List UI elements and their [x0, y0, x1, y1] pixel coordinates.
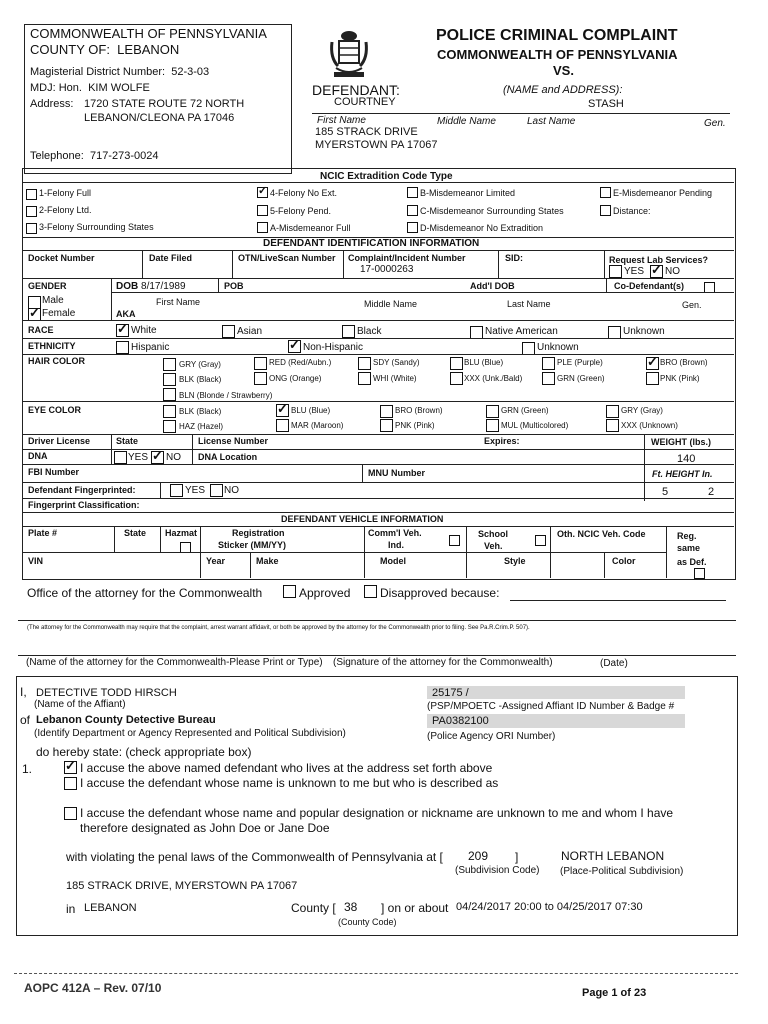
- lab-services-label: Request Lab Services?: [609, 255, 709, 265]
- aka-label: AKA: [116, 309, 136, 319]
- accuse-named-label: I accuse the above named defendant who lives at the address set forth above: [80, 761, 493, 775]
- date-filed-label: Date Filed: [149, 253, 193, 263]
- dna-location-label: DNA Location: [198, 452, 258, 462]
- ncic-4-label: 4-Felony No Ext.: [270, 188, 338, 198]
- year-label: Year: [206, 556, 226, 566]
- reg-label: Reg.: [677, 531, 697, 541]
- school-label: School: [478, 529, 509, 539]
- reg-same-checkbox[interactable]: [694, 568, 705, 579]
- on-or-about: ] on or about: [381, 901, 449, 915]
- form-number: AOPC 412A – Rev. 07/10: [24, 981, 162, 995]
- height-inches: 2: [708, 486, 715, 498]
- defendant-last-name: STASH: [588, 98, 624, 110]
- hair-blk-checkbox[interactable]: [163, 373, 176, 386]
- school-vehicle-checkbox[interactable]: [535, 535, 546, 546]
- affiant-of: of: [20, 713, 31, 727]
- dna-yes-checkbox[interactable]: [114, 451, 127, 464]
- hair-ong-checkbox[interactable]: [254, 372, 267, 385]
- race-native-label: Native American: [485, 326, 558, 337]
- hair-pnk-label: PNK (Pink): [660, 374, 700, 383]
- court-address-1: 1720 STATE ROUTE 72 NORTH: [84, 98, 245, 110]
- subdivision-code-caption: (Subdivision Code): [455, 865, 540, 876]
- mdj-line: MDJ: Hon. KIM WOLFE: [30, 82, 150, 94]
- hispanic-checkbox[interactable]: [116, 341, 129, 354]
- hair-sdy-label: SDY (Sandy): [373, 358, 420, 367]
- defendant-address-1: 185 STRACK DRIVE: [315, 126, 418, 138]
- hair-ple-label: PLE (Purple): [557, 358, 603, 367]
- district-line: Magisterial District Number: 52-3-03: [30, 66, 210, 78]
- non-hispanic-checkbox[interactable]: [288, 340, 301, 353]
- hair-bro-label: BRO (Brown): [660, 358, 708, 367]
- accuse-john-doe-label: I accuse the defendant whose name and popular designation or nickname are unknown to me and whom I have: [80, 806, 674, 820]
- place-caption: (Place-Political Subdivision): [560, 866, 684, 877]
- color-label: Color: [612, 556, 636, 566]
- hair-blu-checkbox[interactable]: [450, 357, 463, 370]
- form-title: POLICE CRIMINAL COMPLAINT: [436, 27, 678, 44]
- court-address-2: LEBANON/CLEONA PA 17046: [84, 112, 235, 124]
- eye-grn-label: GRN (Green): [501, 406, 549, 415]
- form-subtitle: COMMONWEALTH OF PENNSYLVANIA: [437, 47, 678, 62]
- hazmat-label: Hazmat: [165, 528, 198, 538]
- driver-license-label: Driver License: [28, 436, 91, 446]
- eye-bro-label: BRO (Brown): [395, 406, 443, 415]
- telephone-line: Telephone: 717-273-0024: [30, 150, 159, 162]
- ncic-e-checkbox[interactable]: [600, 187, 611, 198]
- middle-name-caption: Middle Name: [437, 116, 496, 127]
- ncic-e-label: E-Misdemeanor Pending: [613, 188, 713, 198]
- aka-last-caption: Last Name: [507, 299, 551, 309]
- eye-haz-checkbox[interactable]: [163, 420, 176, 433]
- aka-gen-caption: Gen.: [682, 300, 702, 310]
- gen-caption: Gen.: [704, 118, 726, 129]
- fingerprinted-no-checkbox[interactable]: [210, 484, 223, 497]
- ncic-3-checkbox[interactable]: [26, 223, 37, 234]
- hair-blu-label: BLU (Blue): [464, 358, 504, 367]
- model-label: Model: [380, 556, 406, 566]
- lab-no-label: NO: [665, 266, 680, 277]
- comm-veh-label: Comm'l Veh.: [368, 528, 422, 538]
- county-label: County [: [291, 901, 336, 915]
- badge-caption: (PSP/MPOETC -Assigned Affiant ID Number & Badge #: [427, 701, 675, 712]
- fingerprinted-yes-label: YES: [185, 485, 206, 496]
- expires-label: Expires:: [484, 436, 520, 446]
- fbi-number-label: FBI Number: [28, 467, 80, 477]
- accuse-unknown-label: I accuse the defendant whose name is unknown to me but who is described as: [80, 776, 499, 790]
- hair-bln-label: BLN (Blonde / Strawberry): [179, 391, 273, 400]
- hair-red-label: RED (Red/Aubn.): [269, 358, 332, 367]
- affiant-i: I,: [20, 685, 27, 699]
- county-line: COUNTY OF: LEBANON: [30, 42, 180, 57]
- eye-xxx-label: XXX (Unknown): [621, 421, 678, 430]
- affiant-name: DETECTIVE TODD HIRSCH: [36, 687, 177, 699]
- gender-label: GENDER: [28, 281, 67, 291]
- complaint-number-label: Complaint/Incident Number: [348, 253, 466, 263]
- hair-grn-label: GRN (Green): [557, 374, 605, 383]
- ori-caption: (Police Agency ORI Number): [427, 731, 556, 742]
- subdivision-bracket: ]: [515, 850, 519, 864]
- complaint-number: 17-0000263: [360, 264, 414, 275]
- reg-same-label: same: [677, 543, 701, 553]
- ethnicity-label: ETHNICITY: [28, 341, 76, 351]
- approved-checkbox[interactable]: [283, 585, 296, 598]
- ncic-2-checkbox[interactable]: [26, 206, 37, 217]
- eye-xxx-checkbox[interactable]: [606, 419, 619, 432]
- otn-label: OTN/LiveScan Number: [238, 253, 336, 263]
- fingerprinted-label: Defendant Fingerprinted:: [28, 485, 136, 495]
- versus: VS.: [553, 63, 574, 78]
- race-asian-checkbox[interactable]: [222, 325, 235, 338]
- ncic-b-label: B-Misdemeanor Limited: [420, 188, 516, 198]
- dna-no-checkbox[interactable]: [151, 451, 164, 464]
- fingerprinted-no-label: NO: [224, 485, 239, 496]
- ncic-3-label: 3-Felony Surrounding States: [39, 222, 154, 232]
- state-instruction: do hereby state: (check appropriate box): [36, 745, 252, 759]
- ncic-b-checkbox[interactable]: [407, 187, 418, 198]
- dna-no-label: NO: [166, 452, 181, 463]
- affiant-badge: 25175 /: [432, 687, 469, 699]
- disapproved-label: Disapproved because:: [380, 586, 500, 600]
- hair-xxx-checkbox[interactable]: [450, 372, 463, 385]
- dna-label: DNA: [28, 451, 48, 461]
- vehicle-state-label: State: [124, 528, 147, 538]
- commonwealth-heading: COMMONWEALTH OF PENNSYLVANIA: [30, 26, 267, 41]
- lab-no-checkbox[interactable]: [650, 265, 663, 278]
- pob-label: POB: [224, 281, 244, 291]
- male-label: Male: [42, 295, 64, 306]
- race-black-label: Black: [357, 326, 382, 337]
- eye-haz-label: HAZ (Hazel): [179, 422, 224, 431]
- hair-xxx-label: XXX (Unk./Bald): [464, 374, 523, 383]
- department-caption: (Identify Department or Agency Represented and Political Subdivision): [34, 728, 346, 739]
- weight-value: 140: [677, 453, 696, 465]
- eye-pnk-label: PNK (Pink): [395, 421, 435, 430]
- race-white-label: White: [131, 325, 157, 336]
- hair-blk-label: BLK (Black): [179, 375, 222, 384]
- non-hispanic-label: Non-Hispanic: [303, 342, 364, 353]
- school-veh-label: Veh.: [484, 541, 503, 551]
- offense-datetime: 04/24/2017 20:00 to 04/25/2017 07:30: [456, 901, 643, 913]
- eye-mul-label: MUL (Multicolored): [501, 421, 569, 430]
- plate-label: Plate #: [28, 528, 58, 538]
- sticker-label: Sticker (MM/YY): [218, 540, 287, 550]
- ncic-1-checkbox[interactable]: [26, 189, 37, 200]
- hair-whi-checkbox[interactable]: [358, 372, 371, 385]
- eye-pnk-checkbox[interactable]: [380, 419, 393, 432]
- hair-ple-checkbox[interactable]: [542, 357, 555, 370]
- addl-dob-label: Add'l DOB: [470, 281, 515, 291]
- eye-blu-label: BLU (Blue): [291, 406, 331, 415]
- hair-bln-checkbox[interactable]: [163, 388, 176, 401]
- race-white-checkbox[interactable]: [116, 324, 129, 337]
- ident-title: DEFENDANT IDENTIFICATION INFORMATION: [263, 238, 480, 249]
- vin-label: VIN: [28, 556, 44, 566]
- lab-yes-label: YES: [624, 266, 645, 277]
- ncic-c-checkbox[interactable]: [407, 205, 418, 216]
- commercial-vehicle-checkbox[interactable]: [449, 535, 460, 546]
- attorney-note: (The attorney for the Commonwealth may require that the complaint, arrest warrant affidavit, or both be approved by the attorney for the Commonwealth prior to filing. See Pa.R.Crim.P. 507).: [27, 625, 530, 631]
- ncic-distance-checkbox[interactable]: [600, 205, 611, 216]
- eye-blu-checkbox[interactable]: [276, 404, 289, 417]
- ncic-title: NCIC Extradition Code Type: [320, 171, 453, 182]
- disapproved-checkbox[interactable]: [364, 585, 377, 598]
- defendant-label: DEFENDANT:: [312, 82, 400, 98]
- approved-label: Approved: [299, 586, 351, 600]
- dl-state-label: State: [116, 436, 139, 446]
- lab-yes-checkbox[interactable]: [609, 265, 622, 278]
- fingerprinted-yes-checkbox[interactable]: [170, 484, 183, 497]
- height-label: Ft. HEIGHT In.: [652, 469, 713, 479]
- affiant-name-caption: (Name of the Affiant): [34, 699, 126, 710]
- female-label: Female: [42, 308, 76, 319]
- eye-blk-checkbox[interactable]: [163, 405, 176, 418]
- name-address-label: (NAME and ADDRESS):: [503, 84, 623, 96]
- hair-ong-label: ONG (Orange): [269, 374, 322, 383]
- height-feet: 5: [662, 486, 669, 498]
- accuse-unknown-checkbox[interactable]: [64, 777, 77, 790]
- accuse-john-doe-label-2: therefore designated as John Doe or Jane Doe: [80, 821, 330, 835]
- penal-laws-text: with violating the penal laws of the Commonwealth of Pennsylvania at [: [66, 850, 443, 864]
- affiant-department: Lebanon County Detective Bureau: [36, 714, 216, 726]
- eye-grn-checkbox[interactable]: [486, 405, 499, 418]
- fp-classification-label: Fingerprint Classification:: [28, 500, 140, 510]
- county-code: 38: [344, 900, 358, 914]
- pennsylvania-seal-icon: [328, 28, 370, 80]
- docket-label: Docket Number: [28, 253, 95, 263]
- hispanic-label: Hispanic: [131, 342, 170, 353]
- hair-gry-checkbox[interactable]: [163, 358, 176, 371]
- ncic-5-checkbox[interactable]: [257, 205, 268, 216]
- license-number-label: License Number: [198, 436, 269, 446]
- defendant-first-name: COURTNEY: [334, 96, 396, 108]
- page-number: Page 1 of 23: [582, 987, 647, 999]
- eye-gry-checkbox[interactable]: [606, 405, 619, 418]
- dna-yes-label: YES: [128, 452, 149, 463]
- attorney-name-caption: (Name of the attorney for the Commonwealth-Please Print or Type): [26, 657, 323, 668]
- reg-as-def-label: as Def.: [677, 557, 707, 567]
- hair-label: HAIR COLOR: [28, 356, 85, 366]
- first-name-caption: First Name: [317, 115, 366, 126]
- ncic-a-label: A-Misdemeanor Full: [270, 223, 351, 233]
- aka-middle-caption: Middle Name: [364, 299, 418, 309]
- attorney-signature-caption: (Signature of the attorney for the Commonwealth): [333, 657, 553, 668]
- place-subdivision: NORTH LEBANON: [561, 849, 665, 863]
- eye-label: EYE COLOR: [28, 405, 82, 415]
- sid-label: SID:: [505, 253, 523, 263]
- codefendant-label: Co-Defendant(s): [614, 281, 684, 291]
- make-label: Make: [256, 556, 279, 566]
- race-unknown-label: Unknown: [623, 326, 665, 337]
- in-label: in: [66, 902, 76, 916]
- hair-whi-label: WHI (White): [373, 374, 417, 383]
- eye-mul-checkbox[interactable]: [486, 419, 499, 432]
- ncic-2-label: 2-Felony Ltd.: [39, 205, 92, 215]
- hair-grn-checkbox[interactable]: [542, 372, 555, 385]
- vehicle-title: DEFENDANT VEHICLE INFORMATION: [281, 514, 444, 524]
- hair-bro-checkbox[interactable]: [646, 357, 659, 370]
- race-asian-label: Asian: [237, 326, 263, 337]
- address-label: Address:: [30, 98, 74, 110]
- ncic-a-checkbox[interactable]: [257, 222, 268, 233]
- ncic-4-checkbox[interactable]: [257, 187, 268, 198]
- ethnicity-unknown-label: Unknown: [537, 342, 579, 353]
- county-name: LEBANON: [84, 902, 137, 914]
- county-code-caption: (County Code): [338, 917, 397, 927]
- eye-mar-label: MAR (Maroon): [291, 421, 344, 430]
- accuse-john-doe-checkbox[interactable]: [64, 807, 77, 820]
- weight-label: WEIGHT (lbs.): [651, 437, 711, 447]
- hair-sdy-checkbox[interactable]: [358, 357, 371, 370]
- style-label: Style: [504, 556, 526, 566]
- accuse-named-checkbox[interactable]: [64, 761, 77, 774]
- hair-red-checkbox[interactable]: [254, 357, 267, 370]
- eye-blk-label: BLK (Black): [179, 407, 222, 416]
- defendant-address-2: MYERSTOWN PA 17067: [315, 139, 438, 151]
- last-name-caption: Last Name: [527, 116, 576, 127]
- subdivision-code: 209: [468, 849, 489, 863]
- mnu-number-label: MNU Number: [368, 468, 426, 478]
- hair-pnk-checkbox[interactable]: [646, 372, 659, 385]
- comm-ind-label: Ind.: [388, 540, 404, 550]
- aka-first-caption: First Name: [156, 297, 201, 307]
- ncic-5-label: 5-Felony Pend.: [270, 206, 332, 216]
- race-black-checkbox[interactable]: [342, 325, 355, 338]
- eye-mar-checkbox[interactable]: [276, 419, 289, 432]
- ncic-d-label: D-Misdemeanor No Extradition: [420, 223, 544, 233]
- dob-line: DOB 8/17/1989: [116, 281, 186, 292]
- hair-gry-label: GRY (Gray): [179, 360, 221, 369]
- offense-location: 185 STRACK DRIVE, MYERSTOWN PA 17067: [66, 880, 298, 892]
- eye-bro-checkbox[interactable]: [380, 405, 393, 418]
- statement-number: 1.: [22, 762, 33, 776]
- ncic-distance-label: Distance:: [613, 206, 651, 216]
- attorney-date-caption: (Date): [600, 658, 628, 669]
- ncic-d-checkbox[interactable]: [407, 222, 418, 233]
- agency-ori: PA0382100: [432, 715, 489, 727]
- attorney-office-label: Office of the attorney for the Commonwealth: [27, 586, 263, 600]
- ncic-vehicle-code-label: Oth. NCIC Veh. Code: [557, 529, 646, 539]
- registration-label: Registration: [232, 528, 285, 538]
- ncic-c-label: C-Misdemeanor Surrounding States: [420, 206, 564, 216]
- ncic-1-label: 1-Felony Full: [39, 188, 92, 198]
- eye-gry-label: GRY (Gray): [621, 406, 663, 415]
- race-label: RACE: [28, 325, 54, 335]
